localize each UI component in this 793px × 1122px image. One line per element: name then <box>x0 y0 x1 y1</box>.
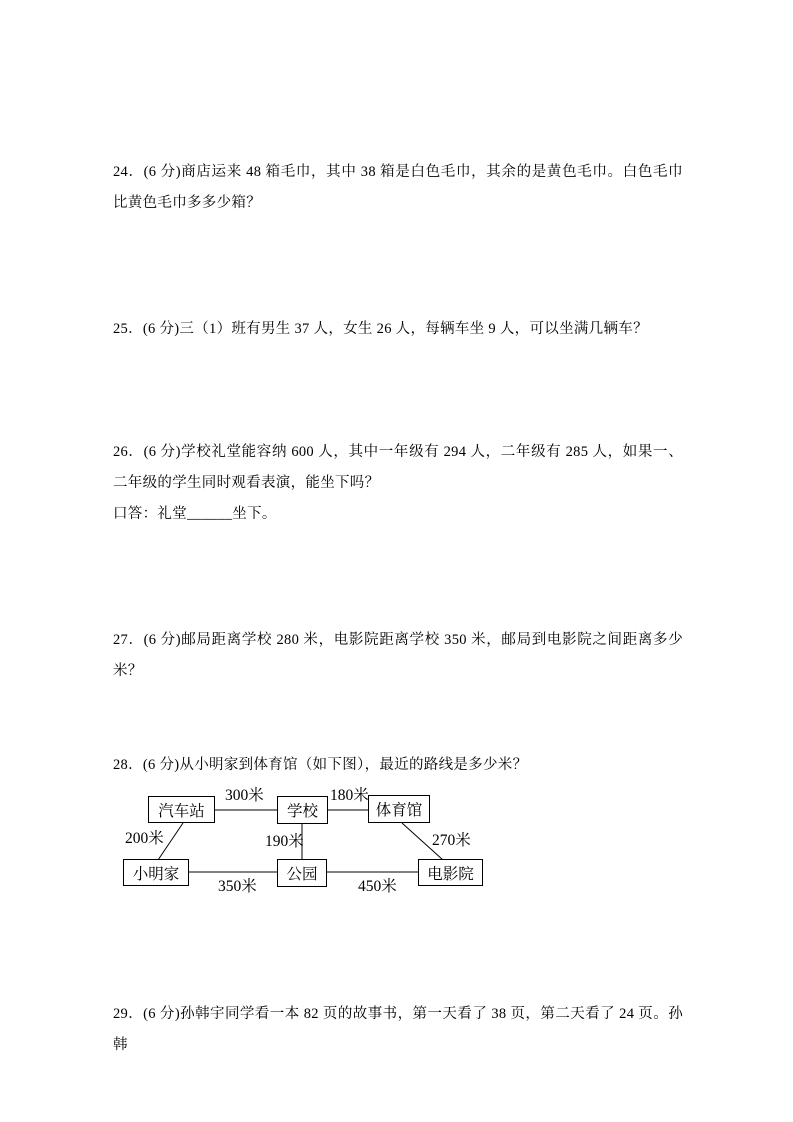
question-26 <box>113 437 683 530</box>
question-29: 29．(6 分)孙韩宇同学看一本 82 页的故事书，第一天看了 38 页，第二天看了 24 页。孙韩 <box>113 1006 683 1053</box>
question-27: 27．(6 分)邮局距离学校 280 米，电影院距离学校 350 米，邮局到电影院之间距离多少米？ <box>113 632 683 679</box>
question-26-text: 26．(6 分)学校礼堂能容纳 600 人，其中一年级有 294 人，二年级有 285 人，如果一、二年级的学生同时观看表演，能坐下吗？ <box>113 444 683 491</box>
question-28: 28．(6 分)从小明家到体育馆（如下图），最近的路线是多少米？ <box>113 757 528 773</box>
node-gymnasium: 体育馆 <box>368 795 430 823</box>
route-diagram <box>115 782 495 900</box>
question-26-answer-blank: 口答：礼堂______坐下。 <box>113 506 277 522</box>
distance-label-200m: 200米 <box>125 830 164 847</box>
distance-label-270m: 270米 <box>432 832 471 849</box>
distance-label-450m: 450米 <box>358 878 397 895</box>
distance-label-190m: 190米 <box>265 833 304 850</box>
node-park: 公园 <box>277 859 327 887</box>
node-bus-station: 汽车站 <box>148 796 215 823</box>
question-24: 24．(6 分)商店运来 48 箱毛巾，其中 38 箱是白色毛巾，其余的是黄色毛巾。白色毛巾比黄色毛巾多多少箱？ <box>113 164 683 211</box>
distance-label-350m: 350米 <box>218 878 257 895</box>
distance-label-300m: 300米 <box>225 787 264 804</box>
node-school: 学校 <box>277 796 328 824</box>
distance-label-180m: 180米 <box>330 787 369 804</box>
node-cinema: 电影院 <box>418 859 483 886</box>
question-25: 25．(6 分)三（1）班有男生 37 人，女生 26 人，每辆车坐 9 人，可以坐满几辆车？ <box>113 321 648 337</box>
node-xiaoming-home: 小明家 <box>123 859 189 886</box>
